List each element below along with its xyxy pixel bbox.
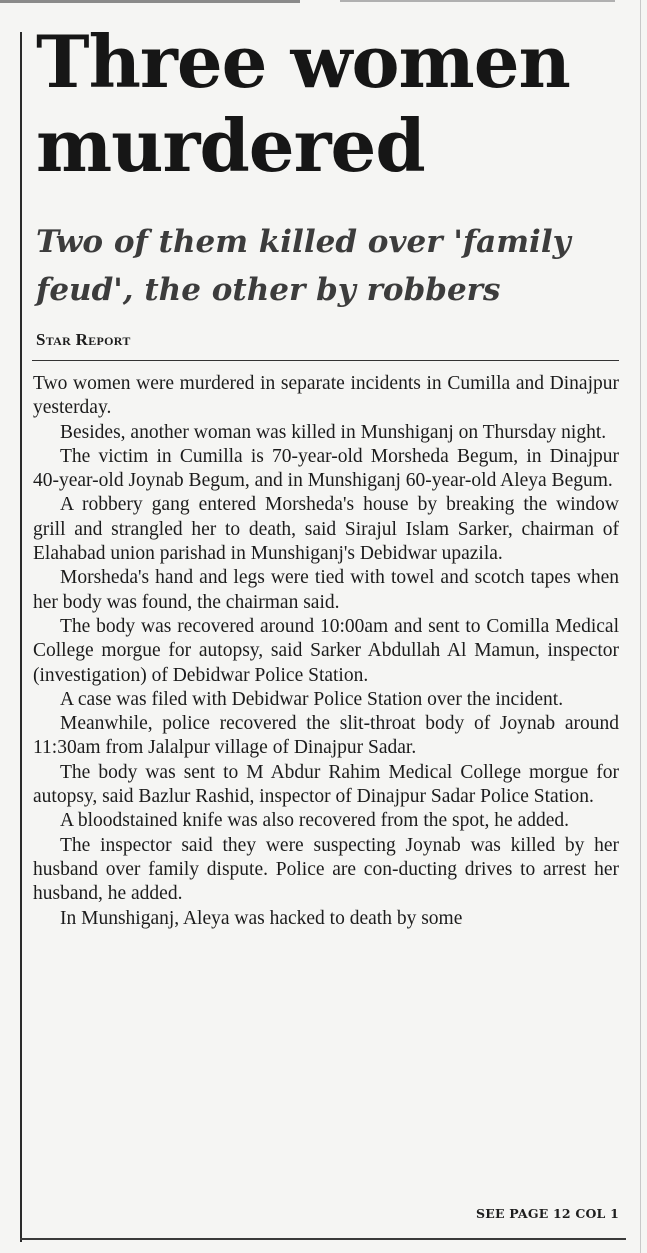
- body-paragraph: Morsheda's hand and legs were tied with towel and scotch tapes when her body was found, the chairman said.: [33, 567, 619, 613]
- body-paragraph: Besides, another woman was killed in Munshiganj on Thursday night.: [60, 421, 607, 443]
- body-paragraph: Two women were murdered in separate incidents in Cumilla and Dinajpur yesterday.: [33, 373, 619, 419]
- headline: Three women murdered: [36, 19, 570, 188]
- body-paragraph: The body was recovered around 10:00am and sent to Comilla Medical College morgue for autopsy, said Sarker Abdullah Al Mamun, inspector (investigation) of Debidwar Police Station.: [33, 615, 619, 686]
- body-paragraph: A case was filed with Debidwar Police Station over the incident.: [60, 688, 564, 710]
- column-rule-left: [20, 32, 22, 1242]
- body-paragraph: The inspector said they were suspecting Joynab was killed by her husband over family dispute. Police are con-ducting drives to arrest her husband, he added.: [33, 834, 619, 905]
- body-paragraph: In Munshiganj, Aleya was hacked to death by some: [60, 907, 463, 929]
- byline: Star Report: [36, 330, 131, 349]
- body-paragraph: A bloodstained knife was also recovered from the spot, he added.: [60, 810, 570, 832]
- top-divider-right: [340, 0, 615, 2]
- top-divider-left: [0, 0, 300, 3]
- body-paragraph: Meanwhile, police recovered the slit-throat body of Joynab around 11:30am from Jalalpur village of Dinajpur Sadar.: [33, 713, 619, 759]
- continuation-jump-line: SEE PAGE 12 COL 1: [476, 1206, 619, 1221]
- bottom-divider: [20, 1238, 626, 1240]
- column-rule-right: [640, 0, 641, 1253]
- subheadline: Two of them killed over 'family feud', the other by robbers: [36, 224, 571, 308]
- article-body: [33, 372, 619, 931]
- body-paragraph: The victim in Cumilla is 70-year-old Morsheda Begum, in Dinajpur 40-year-old Joynab Begum, and in Munshiganj 60-year-old Aleya Begum.: [33, 445, 619, 492]
- body-paragraph: The body was sent to M Abdur Rahim Medical College morgue for autopsy, said Bazlur Rashid, inspector of Dinajpur Sadar Police Station.: [33, 761, 619, 808]
- body-paragraph: A robbery gang entered Morsheda's house by breaking the window grill and strangled her to death, said Sirajul Islam Sarker, chairman of Elahabad union parishad in Munshiganj's Debidwar upazila.: [33, 494, 619, 565]
- byline-divider: [32, 360, 619, 361]
